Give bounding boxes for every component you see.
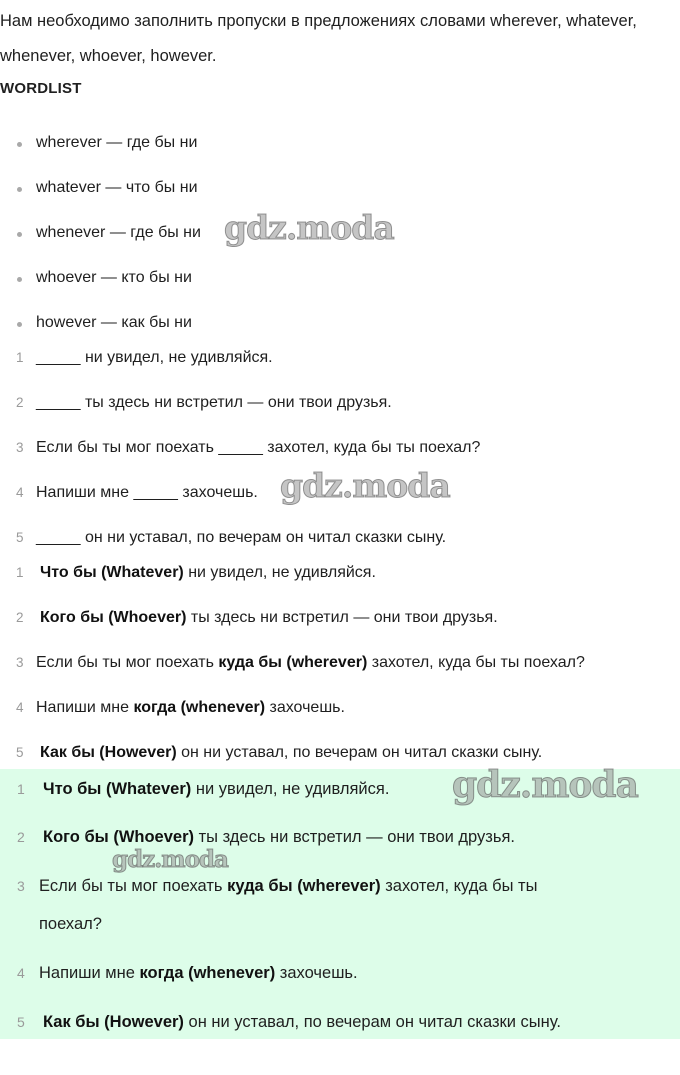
watermark: gdz.moda [452, 764, 638, 806]
item-number: 3 [16, 655, 24, 670]
task-text: _____ ты здесь ни встретил — они твои друзья. [36, 394, 392, 411]
task-text: _____ ни увидел, не удивляйся. [36, 349, 273, 366]
item-number: 5 [17, 1014, 25, 1030]
answer-text: Если бы ты мог поехать куда бы (wherever) захотел, куда бы ты [39, 877, 538, 895]
wordlist-title: WORDLIST [0, 80, 82, 97]
answer-text: Кого бы (Whoever) ты здесь ни встретил — они твои друзья. [43, 828, 515, 846]
item-number: 3 [16, 440, 24, 455]
intro-text: Нам необходимо заполнить пропуски в предложениях словами wherever, whatever, whenever, whoever, however. [0, 12, 637, 65]
item-number: 4 [17, 965, 25, 981]
answer-text: Как бы (However) он ни уставал, по вечерам он читал сказки сыну. [43, 1013, 561, 1031]
item-number: 2 [17, 829, 25, 845]
item-number: 2 [16, 395, 24, 410]
answer-text: Напиши мне когда (whenever) захочешь. [36, 699, 345, 716]
bullet-icon [17, 322, 22, 327]
answer-text: Что бы (Whatever) ни увидел, не удивляйся. [40, 564, 376, 581]
watermark: gdz.moda [112, 846, 228, 873]
answer-text: Как бы (However) он ни уставал, по вечерам он читал сказки сыну. [40, 744, 543, 761]
task-text: Если бы ты мог поехать _____ захотел, куда бы ты поехал? [36, 439, 481, 456]
task-text: _____ он ни уставал, по вечерам он читал сказки сыну. [36, 529, 447, 546]
item-number: 1 [17, 781, 25, 797]
item-number: 2 [16, 610, 24, 625]
watermark: gdz.moda [280, 466, 450, 505]
highlighted-answer-box [0, 769, 680, 1039]
item-number: 3 [17, 878, 25, 894]
item-number: 4 [16, 700, 24, 715]
item-number: 4 [16, 485, 24, 500]
bullet-icon [17, 142, 22, 147]
answer-text: Напиши мне когда (whenever) захочешь. [39, 964, 358, 982]
bullet-icon [17, 187, 22, 192]
watermark: gdz.moda [224, 208, 394, 247]
item-number: 1 [16, 565, 24, 580]
answer-text: Если бы ты мог поехать куда бы (wherever) захотел, куда бы ты поехал? [36, 654, 585, 671]
answer-text: Что бы (Whatever) ни увидел, не удивляйся. [43, 780, 390, 798]
answer-text: Кого бы (Whoever) ты здесь ни встретил — они твои друзья. [40, 609, 498, 626]
item-number: 5 [16, 530, 24, 545]
item-number: 1 [16, 350, 24, 365]
bullet-icon [17, 277, 22, 282]
task-text: Напиши мне _____ захочешь. [36, 484, 258, 501]
bullet-icon [17, 232, 22, 237]
item-number: 5 [16, 745, 24, 760]
